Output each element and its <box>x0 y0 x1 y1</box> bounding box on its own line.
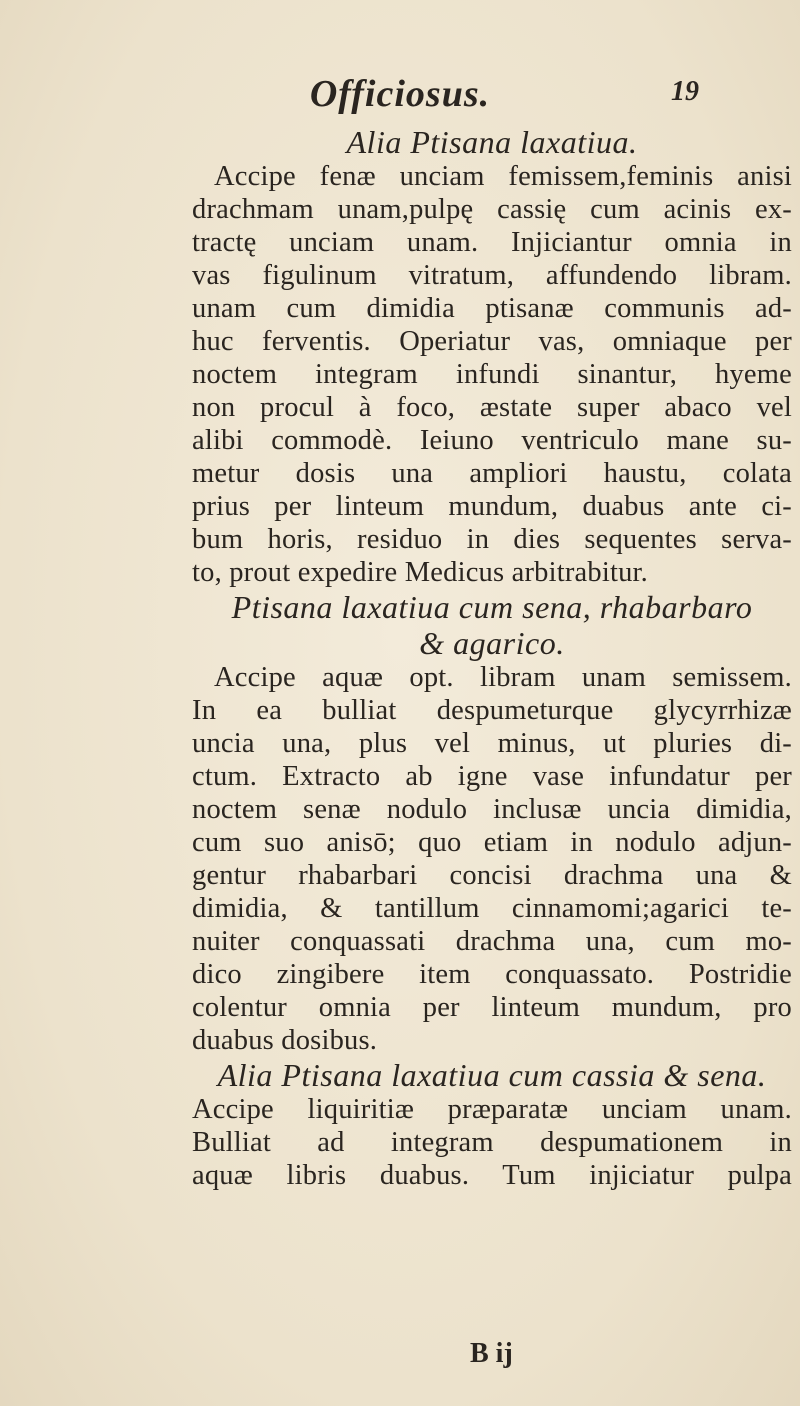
text-line: nuiter conquassati drachma una, cum mo- <box>192 926 792 957</box>
text-line: vas figulinum vitratum, affundendo libram. <box>192 260 792 291</box>
text-line: tractę unciam unam. Injiciantur omnia in <box>192 227 792 258</box>
running-head <box>0 72 800 122</box>
text-line: metur dosis una ampliori haustu, colata <box>192 458 792 489</box>
text-line: Bulliat ad integram despumationem in <box>192 1127 792 1158</box>
text-line: unam cum dimidia ptisanæ communis ad- <box>192 293 792 324</box>
section-heading: Alia Ptisana laxatiua. <box>346 124 638 160</box>
text-line: bum horis, residuo in dies sequentes serva- <box>192 524 792 555</box>
text-line: alibi commodè. Ieiuno ventriculo mane su- <box>192 425 792 456</box>
section-1 <box>192 124 792 589</box>
text-line: ctum. Extracto ab igne vase infundatur per <box>192 761 792 792</box>
page-number: 19 <box>671 76 699 107</box>
text-line: Accipe liquiritiæ præparatæ unciam unam. <box>192 1094 792 1125</box>
text-line: aquæ libris duabus. Tum injiciatur pulpa <box>192 1160 792 1191</box>
running-title: Officiosus. <box>309 73 491 115</box>
section-heading: Ptisana laxatiua cum sena, rhabarbaro <box>231 589 753 625</box>
text-line: In ea bulliat despumeturque glycyrrhizæ <box>192 695 792 726</box>
text-line: colentur omnia per linteum mundum, pro <box>192 992 792 1023</box>
text-line: Accipe aquæ opt. libram unam semissem. <box>214 662 792 693</box>
text-line: huc ferventis. Operiatur vas, omniaque per <box>192 326 792 357</box>
text-line: prius per linteum mundum, duabus ante ci- <box>192 491 792 522</box>
text-line: dico zingibere item conquassato. Postridie <box>192 959 792 990</box>
section-3 <box>192 1057 792 1192</box>
text-line: noctem integram infundi sinantur, hyeme <box>192 359 792 390</box>
section-heading-cont: & agarico. <box>419 625 565 661</box>
text-line: to, prout expedire Medicus arbitrabitur. <box>192 557 648 588</box>
text-line: non procul à foco, æstate super abaco vel <box>192 392 792 423</box>
text-line: Accipe fenæ unciam femissem,feminis anisi <box>214 161 792 192</box>
text-line: drachmam unam,pulpę cassię cum acinis ex- <box>192 194 792 225</box>
body-text <box>192 124 792 1192</box>
text-line: dimidia, & tantillum cinnamomi;agarici te- <box>192 893 792 924</box>
section-2 <box>192 589 792 1057</box>
text-line: noctem senæ nodulo inclusæ uncia dimidia, <box>192 794 792 825</box>
text-line: uncia una, plus vel minus, ut pluries di- <box>192 728 792 759</box>
text-line: duabus dosibus. <box>192 1025 378 1056</box>
section-heading: Alia Ptisana laxatiua cum cassia & sena. <box>217 1057 767 1093</box>
text-line: gentur rhabarbari concisi drachma una & <box>192 860 792 891</box>
text-line: cum suo anisō; quo etiam in nodulo adjun- <box>192 827 792 858</box>
signature-mark: B ij <box>470 1338 513 1369</box>
